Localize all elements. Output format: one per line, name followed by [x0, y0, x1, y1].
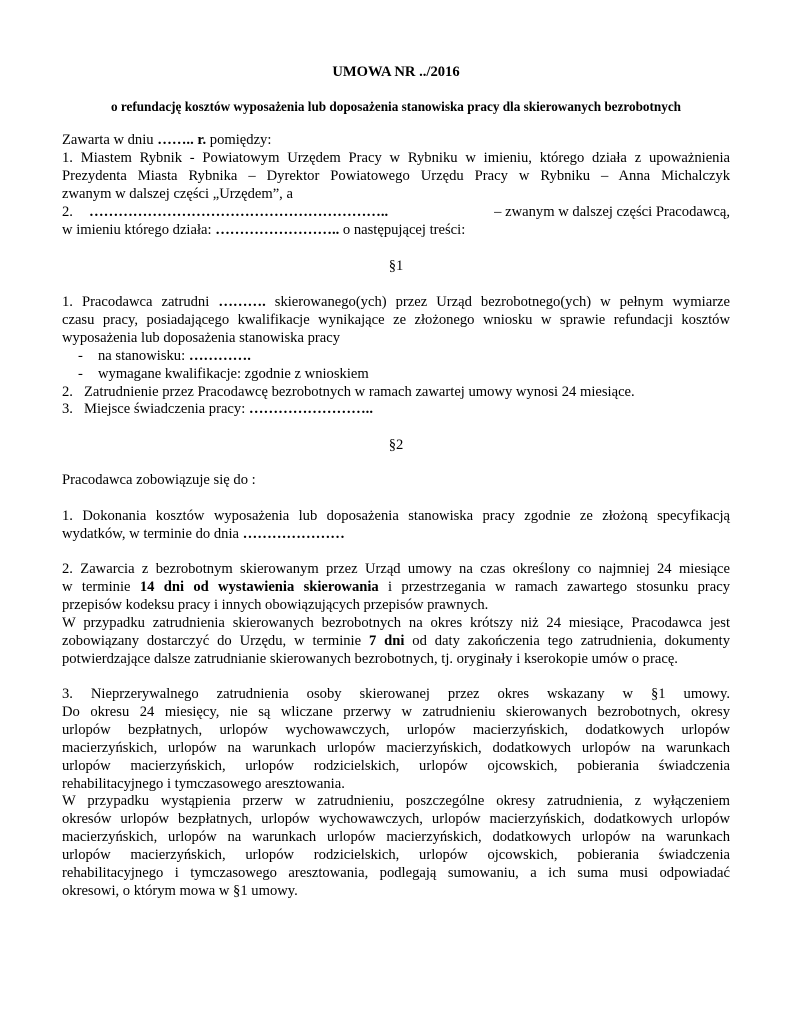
party1-line-3: zwanym w dalszej części „Urzędem”, a — [62, 185, 293, 202]
s2-para3 — [62, 686, 730, 901]
dash-bullet: - — [78, 365, 83, 382]
s2-para3-line-7: W przypadku wystąpienia przerw w zatrudnieniu, poszczególne okresy zatrudnienia, z wyłączeniem — [62, 793, 730, 810]
s1-dash-item-qualifications — [62, 366, 730, 384]
s2-para1-line-1: 1. Dokonania kosztów wyposażenia lub doposażenia stanowiska pracy zgodnie ze złożoną specyfikacją — [62, 508, 730, 524]
s2-para3-line-4: macierzyńskich, urlopów na warunkach urlopów macierzyńskich, dodatkowych urlopów na warunkach — [62, 739, 730, 756]
section1-body — [62, 294, 730, 419]
s2-para3-line-1: 3. Nieprzerywalnego zatrudnienia osoby skierowanej przez okres wskazany w §1 umowy. — [62, 686, 730, 702]
s1-para1-line-1 — [62, 294, 730, 312]
s2-para2-line-2 — [62, 579, 730, 597]
party2-representative-placeholder: …………………….. — [215, 221, 340, 238]
intro-date-suffix: pomiędzy: — [206, 132, 272, 148]
s2-para3-line-12: okresowi, o którym mowa w §1 umowy. — [62, 882, 298, 899]
s2-para3-line-9: macierzyńskich, urlopów na warunkach urlopów macierzyńskich, dodatkowych urlopów na warunkach — [62, 829, 730, 846]
s1-dash-item-position — [62, 348, 730, 366]
party2-line-1 — [62, 204, 730, 222]
s1-position-placeholder: …………. — [188, 347, 251, 364]
party1-line-2: Prezydenta Miasta Rybnika – Dyrektor Powiatowego Urzędu Pracy w Rybniku – Anna Michalczyk — [62, 167, 730, 184]
s2-para2 — [62, 561, 730, 668]
s2-para3-line-2: Do okresu 24 miesięcy, nie są wliczane przerwy w zatrudnieniu skierowanych bezrobotnych, okresy — [62, 703, 730, 720]
s2-para2-line-2-prefix: w terminie — [62, 578, 140, 595]
s2-lead: Pracodawca zobowiązuje się do : — [62, 472, 256, 488]
s2-para1-line-2 — [62, 526, 730, 544]
s1-count-placeholder: ………. — [218, 294, 266, 310]
party2-representative-suffix: o następującej treści: — [339, 221, 466, 238]
s2-para2-line-5-prefix: zobowiązany dostarczyć do Urzędu, w terminie — [62, 632, 369, 649]
s1-para1-line-2: czasu pracy, posiadającego kwalifikacje wynikające ze złożonego wniosku w sprawie refundacji kosztów — [62, 311, 730, 328]
document-subtitle: o refundację kosztów wyposażenia lub doposażenia stanowiska pracy dla skierowanych bezrobotnych — [110, 99, 682, 114]
intro-date-placeholder: …….. r. — [157, 132, 207, 148]
s2-para3-line-6: rehabilitacyjnego i tymczasowego aresztowania. — [62, 775, 345, 792]
s1-para1-prefix: 1. Pracodawca zatrudni — [62, 294, 219, 310]
s1-item-2-number: 2. — [62, 383, 73, 400]
s2-para2-line-2-suffix: i przestrzegania w ramach zawartego stosunku pracy — [378, 578, 731, 595]
s2-para3-line-8: okresów urlopów bezpłatnych, urlopów wychowawczych, urlopów macierzyńskich, dodatkowych urlopów — [62, 811, 730, 828]
s2-deadline-placeholder: ………………… — [242, 525, 345, 542]
s1-workplace-placeholder: …………………….. — [248, 401, 373, 418]
s2-para2-line-1: 2. Zawarcia z bezrobotnym skierowanym przez Urząd umowy na czas określony co najmniej 24 miesiące — [62, 561, 730, 577]
intro-date-line — [62, 132, 730, 150]
s2-para3-line-10: urlopów macierzyńskich, urlopów rodzicielskich, urlopów ojcowskich, pobierania świadczenia — [62, 847, 730, 864]
document-title: UMOWA NR ../2016 — [332, 64, 460, 80]
s2-para3-line-5: urlopów macierzyńskich, urlopów rodzicielskich, urlopów ojcowskich, pobierania świadczenia — [62, 757, 730, 774]
intro-date-prefix: Zawarta w dniu — [62, 132, 158, 148]
party2-name-placeholder: …………………………………………………….. — [89, 203, 389, 220]
s2-para2-line-5 — [62, 633, 730, 651]
s1-item-2 — [62, 384, 730, 402]
party2-number: 2. — [62, 203, 73, 220]
s2-para2-line-4: W przypadku zatrudnienia skierowanych bezrobotnych na okres krótszy niż 24 miesiące, Pracodawca jest — [62, 614, 730, 631]
s1-para1-suffix: skierowanego(ych) przez Urząd bezrobotnego(ych) w pełnym wymiarze — [265, 294, 731, 310]
s1-item-2-text: Zatrudnienie przez Pracodawcę bezrobotnych w ramach zawartej umowy wynosi 24 miesiące. — [84, 383, 635, 400]
section1-heading: §1 — [388, 258, 404, 274]
s1-item-3 — [62, 401, 730, 419]
section2-heading: §2 — [388, 437, 404, 453]
s1-qualifications-text: wymagane kwalifikacje: zgodnie z wnioskiem — [98, 365, 369, 382]
s2-para2-days-bold: 7 dni — [368, 632, 405, 649]
party2-role: – zwanym w dalszej części Pracodawcą, — [494, 203, 730, 220]
party2-line-2 — [62, 222, 730, 240]
party2-representative-prefix: w imieniu którego działa: — [62, 221, 216, 238]
dash-bullet: - — [78, 347, 83, 364]
s1-item-3-label: Miejsce świadczenia pracy: — [84, 401, 249, 418]
s2-para1 — [62, 508, 730, 544]
s2-para3-line-11: rehabilitacyjnego i tymczasowego aresztowania, podlegają sumowaniu, a ich suma musi odpowiadać — [62, 865, 730, 882]
s2-para2-line-3: przepisów kodeksu pracy i innych obowiązujących przepisów prawnych. — [62, 596, 489, 613]
s2-para1-deadline-label: wydatków, w terminie do dnia — [62, 525, 243, 542]
s2-para2-deadline-bold: 14 dni od wystawienia skierowania — [139, 578, 379, 595]
party1-line-1: 1. Miastem Rybnik - Powiatowym Urzędem Pracy w Rybniku w imieniu, którego działa z upoważnienia — [62, 149, 730, 166]
s2-para2-line-5-suffix: od daty zakończenia tego zatrudnienia, dokumenty — [404, 632, 730, 649]
s2-para3-line-3: urlopów bezpłatnych, urlopów wychowawczych, urlopów macierzyńskich, dodatkowych urlopów — [62, 721, 730, 738]
s1-position-label: na stanowisku: — [98, 347, 189, 364]
intro-section — [62, 132, 730, 239]
s2-para2-line-6: potwierdzające dalsze zatrudnianie skierowanych bezrobotnych, tj. oryginały i kserokopie umów o pracę. — [62, 650, 678, 667]
s1-para1-line-3: wyposażenia lub doposażenia stanowiska pracy — [62, 329, 341, 346]
s1-item-3-number: 3. — [62, 401, 73, 418]
